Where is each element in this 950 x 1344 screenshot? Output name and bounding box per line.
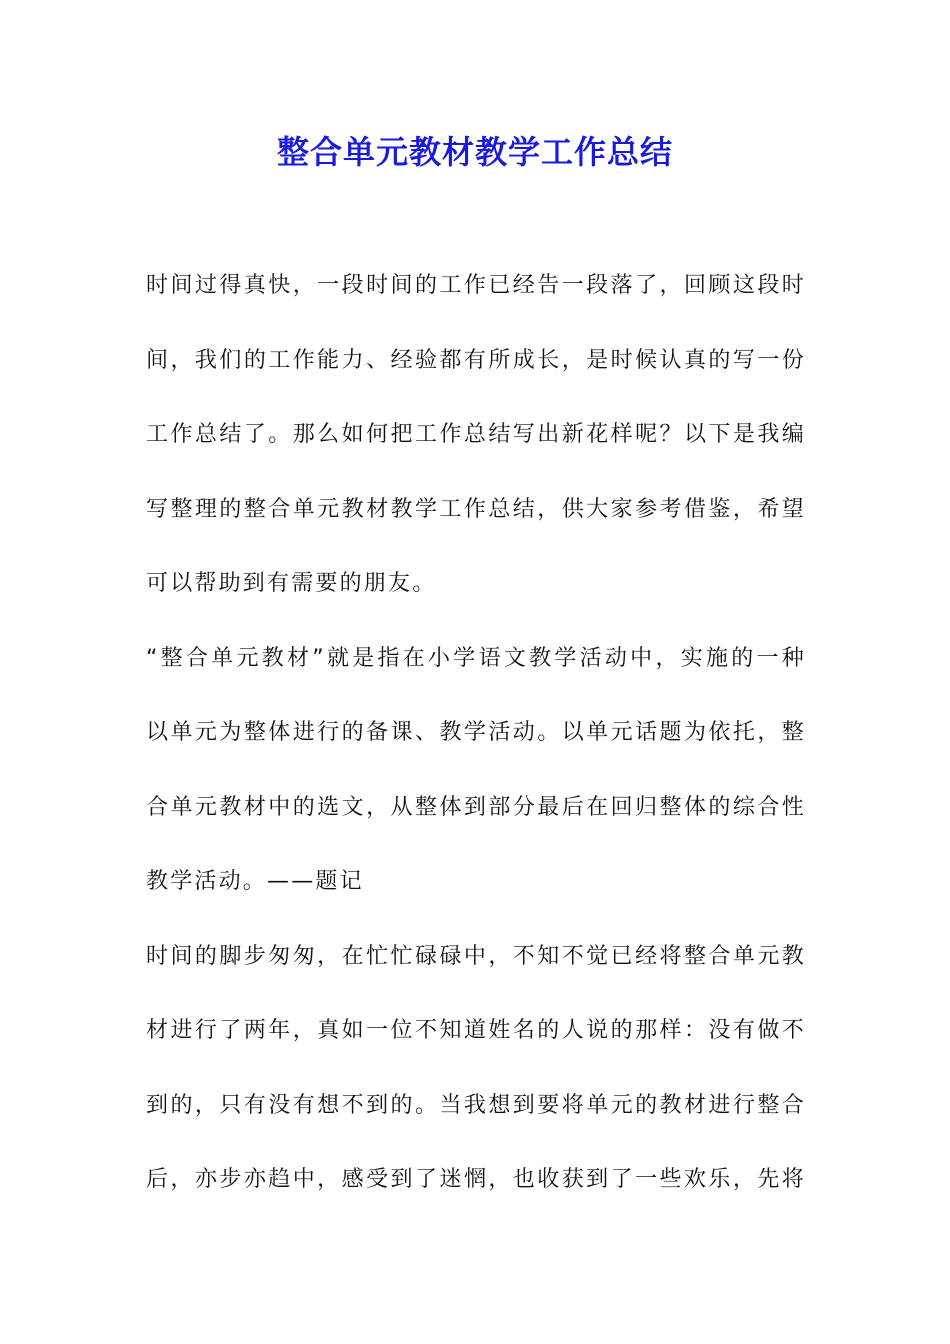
body-text <box>146 264 806 1233</box>
text-line: 到的，只有没有想不到的。当我想到要将单元的教材进行整合 <box>146 1092 806 1118</box>
text-line: 材进行了两年，真如一位不知道姓名的人说的那样：没有做不 <box>146 1018 806 1043</box>
text-line: 可以帮助到有需要的朋友。 <box>146 571 437 596</box>
text-line: 后，亦步亦趋中，感受到了迷惘，也收获到了一些欢乐，先将 <box>146 1167 806 1192</box>
page-title: 整合单元教材教学工作总结 <box>276 133 673 171</box>
text-line: 间，我们的工作能力、经验都有所成长，是时候认真的写一份 <box>146 347 806 373</box>
text-line: 教学活动。——题记 <box>146 869 364 894</box>
text-line: 写整理的整合单元教材教学工作总结，供大家参考借鉴，希望 <box>146 496 806 522</box>
text-line: 时间的脚步匆匆，在忙忙碌碌中，不知不觉已经将整合单元教 <box>146 943 806 969</box>
text-line: “整合单元教材”就是指在小学语文教学活动中，实施的一种 <box>146 645 806 671</box>
text-line: 合单元教材中的选文，从整体到部分最后在回归整体的综合性 <box>146 794 806 820</box>
text-line: 时间过得真快，一段时间的工作已经告一段落了，回顾这段时 <box>146 273 806 298</box>
text-line: 工作总结了。那么如何把工作总结写出新花样呢？以下是我编 <box>146 422 806 447</box>
text-line: 以单元为整体进行的备课、教学活动。以单元话题为依托，整 <box>146 720 806 745</box>
